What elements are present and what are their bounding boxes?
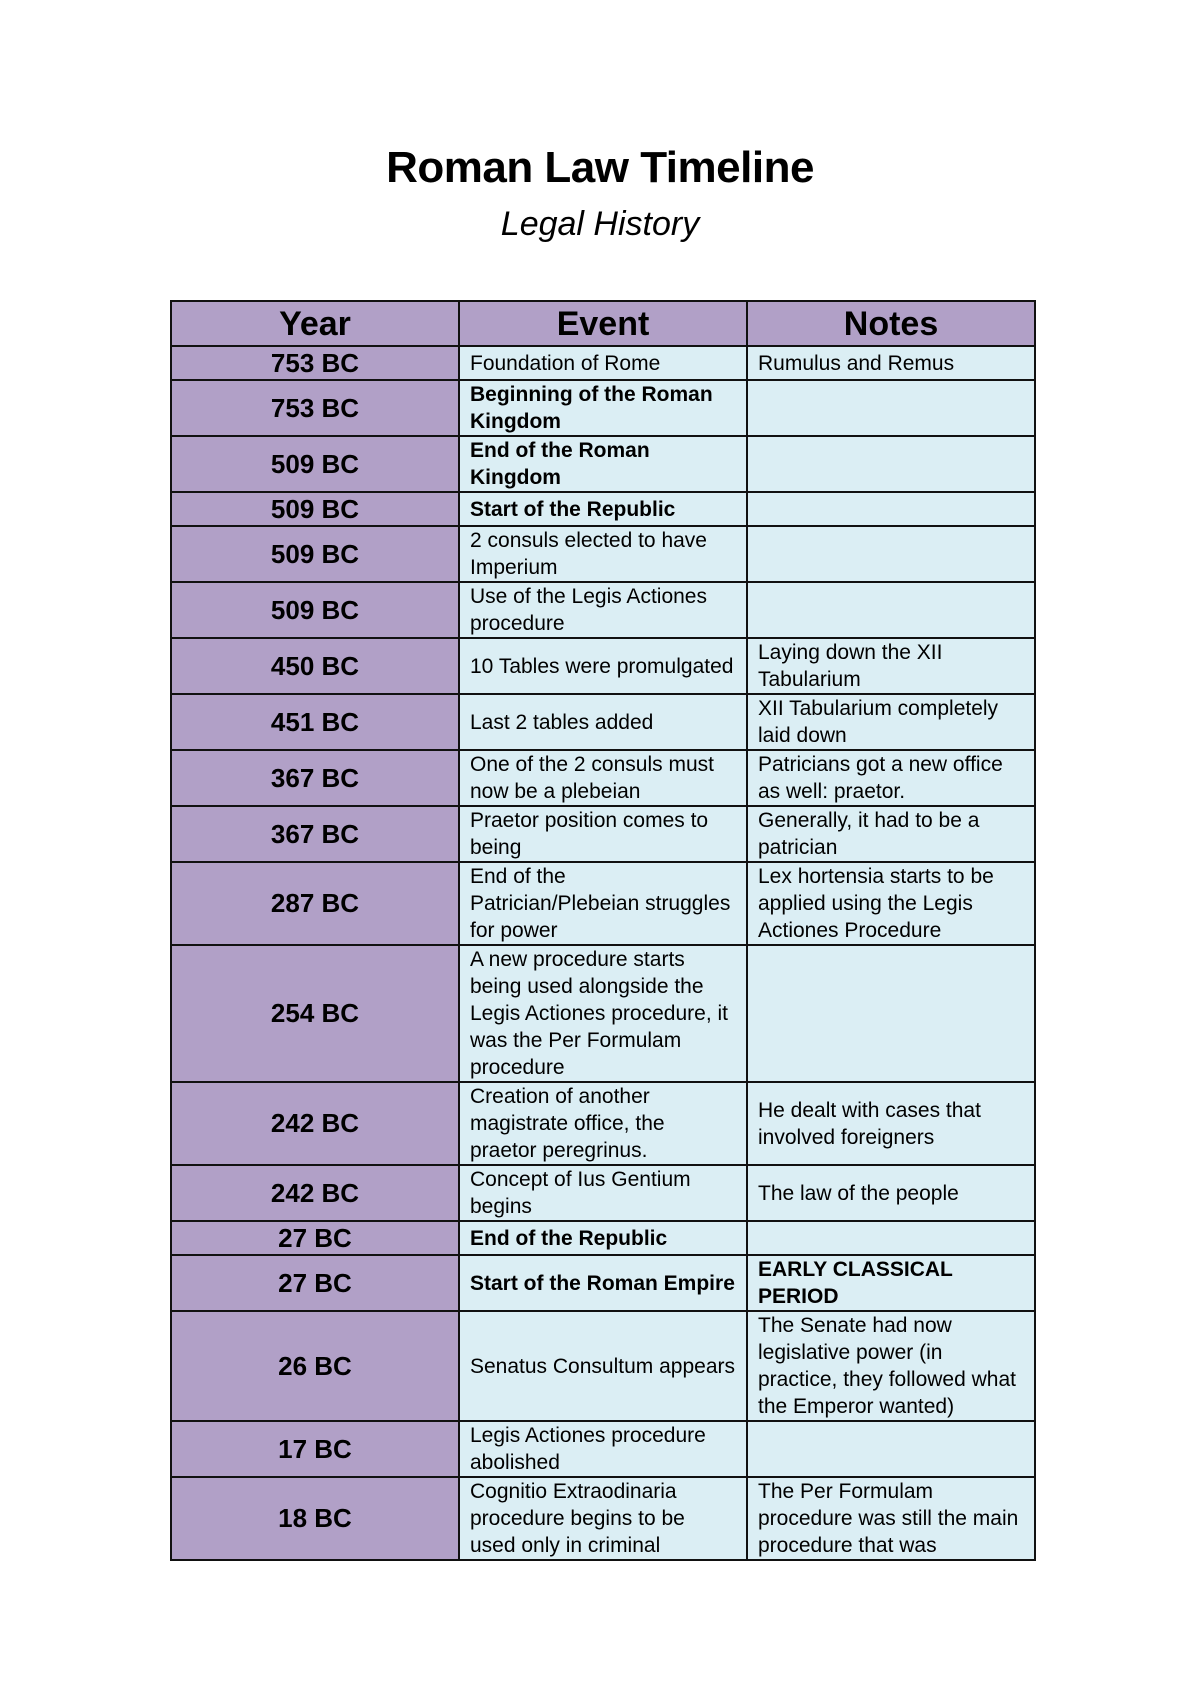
event-cell: End of the Patrician/Plebeian struggles for power [459, 862, 747, 945]
table-row [171, 1221, 1035, 1255]
table-row [171, 346, 1035, 380]
year-cell: 450 BC [171, 638, 459, 694]
year-cell: 27 BC [171, 1221, 459, 1255]
year-cell: 509 BC [171, 492, 459, 526]
document-title: Roman Law Timeline [386, 143, 814, 192]
notes-cell: XII Tabularium completely laid down [747, 694, 1035, 750]
year-cell: 509 BC [171, 436, 459, 492]
table-row [171, 862, 1035, 945]
notes-cell [747, 526, 1035, 582]
year-cell: 509 BC [171, 526, 459, 582]
document-subtitle: Legal History [500, 205, 700, 243]
notes-cell: Laying down the XII Tabularium [747, 638, 1035, 694]
event-cell: Creation of another magistrate office, the praetor peregrinus. [459, 1082, 747, 1165]
notes-cell: Patricians got a new office as well: praetor. [747, 750, 1035, 806]
event-cell: Concept of Ius Gentium begins [459, 1165, 747, 1221]
notes-cell: Rumulus and Remus [747, 346, 1035, 380]
event-cell: Praetor position comes to being [459, 806, 747, 862]
event-cell: End of the Roman Kingdom [459, 436, 747, 492]
year-cell: 367 BC [171, 750, 459, 806]
table-row [171, 1477, 1035, 1560]
event-cell: Legis Actiones procedure abolished [459, 1421, 747, 1477]
table-row [171, 638, 1035, 694]
table-row [171, 492, 1035, 526]
year-cell: 753 BC [171, 380, 459, 436]
notes-cell: The Per Formulam procedure was still the main procedure that was [747, 1477, 1035, 1560]
year-cell: 254 BC [171, 945, 459, 1082]
notes-cell [747, 582, 1035, 638]
notes-cell: The law of the people [747, 1165, 1035, 1221]
event-cell: Beginning of the Roman Kingdom [459, 380, 747, 436]
notes-cell [747, 1221, 1035, 1255]
year-cell: 287 BC [171, 862, 459, 945]
table-row [171, 1311, 1035, 1421]
notes-cell: EARLY CLASSICAL PERIOD [747, 1255, 1035, 1311]
event-cell: 2 consuls elected to have Imperium [459, 526, 747, 582]
table-header-row [171, 301, 1035, 346]
notes-cell [747, 436, 1035, 492]
year-cell: 242 BC [171, 1082, 459, 1165]
header-year: Year [171, 301, 459, 346]
year-cell: 242 BC [171, 1165, 459, 1221]
header-event: Event [459, 301, 747, 346]
event-cell: Senatus Consultum appears [459, 1311, 747, 1421]
timeline-table [170, 300, 1036, 1561]
event-cell: Start of the Roman Empire [459, 1255, 747, 1311]
table-body [171, 346, 1035, 1560]
table-row [171, 436, 1035, 492]
table-row [171, 945, 1035, 1082]
table-row [171, 750, 1035, 806]
notes-cell [747, 380, 1035, 436]
notes-cell [747, 492, 1035, 526]
event-cell: End of the Republic [459, 1221, 747, 1255]
table-row [171, 806, 1035, 862]
event-cell: Start of the Republic [459, 492, 747, 526]
year-cell: 367 BC [171, 806, 459, 862]
table-row [171, 1421, 1035, 1477]
table-row [171, 1255, 1035, 1311]
notes-cell [747, 1421, 1035, 1477]
notes-cell [747, 945, 1035, 1082]
notes-cell: The Senate had now legislative power (in practice, they followed what the Emperor wanted) [747, 1311, 1035, 1421]
table-row [171, 582, 1035, 638]
table-row [171, 1165, 1035, 1221]
event-cell: Foundation of Rome [459, 346, 747, 380]
year-cell: 27 BC [171, 1255, 459, 1311]
event-cell: A new procedure starts being used alongside the Legis Actiones procedure, it was the Per Formulam procedure [459, 945, 747, 1082]
year-cell: 18 BC [171, 1477, 459, 1560]
notes-cell: Generally, it had to be a patrician [747, 806, 1035, 862]
year-cell: 17 BC [171, 1421, 459, 1477]
year-cell: 509 BC [171, 582, 459, 638]
year-cell: 753 BC [171, 346, 459, 380]
event-cell: One of the 2 consuls must now be a plebeian [459, 750, 747, 806]
header-notes: Notes [747, 301, 1035, 346]
table-row [171, 526, 1035, 582]
event-cell: Use of the Legis Actiones procedure [459, 582, 747, 638]
year-cell: 26 BC [171, 1311, 459, 1421]
notes-cell: He dealt with cases that involved foreigners [747, 1082, 1035, 1165]
notes-cell: Lex hortensia starts to be applied using the Legis Actiones Procedure [747, 862, 1035, 945]
table-row [171, 1082, 1035, 1165]
table-row [171, 380, 1035, 436]
event-cell: Last 2 tables added [459, 694, 747, 750]
table-row [171, 694, 1035, 750]
year-cell: 451 BC [171, 694, 459, 750]
event-cell: Cognitio Extraodinaria procedure begins to be used only in criminal [459, 1477, 747, 1560]
event-cell: 10 Tables were promulgated [459, 638, 747, 694]
